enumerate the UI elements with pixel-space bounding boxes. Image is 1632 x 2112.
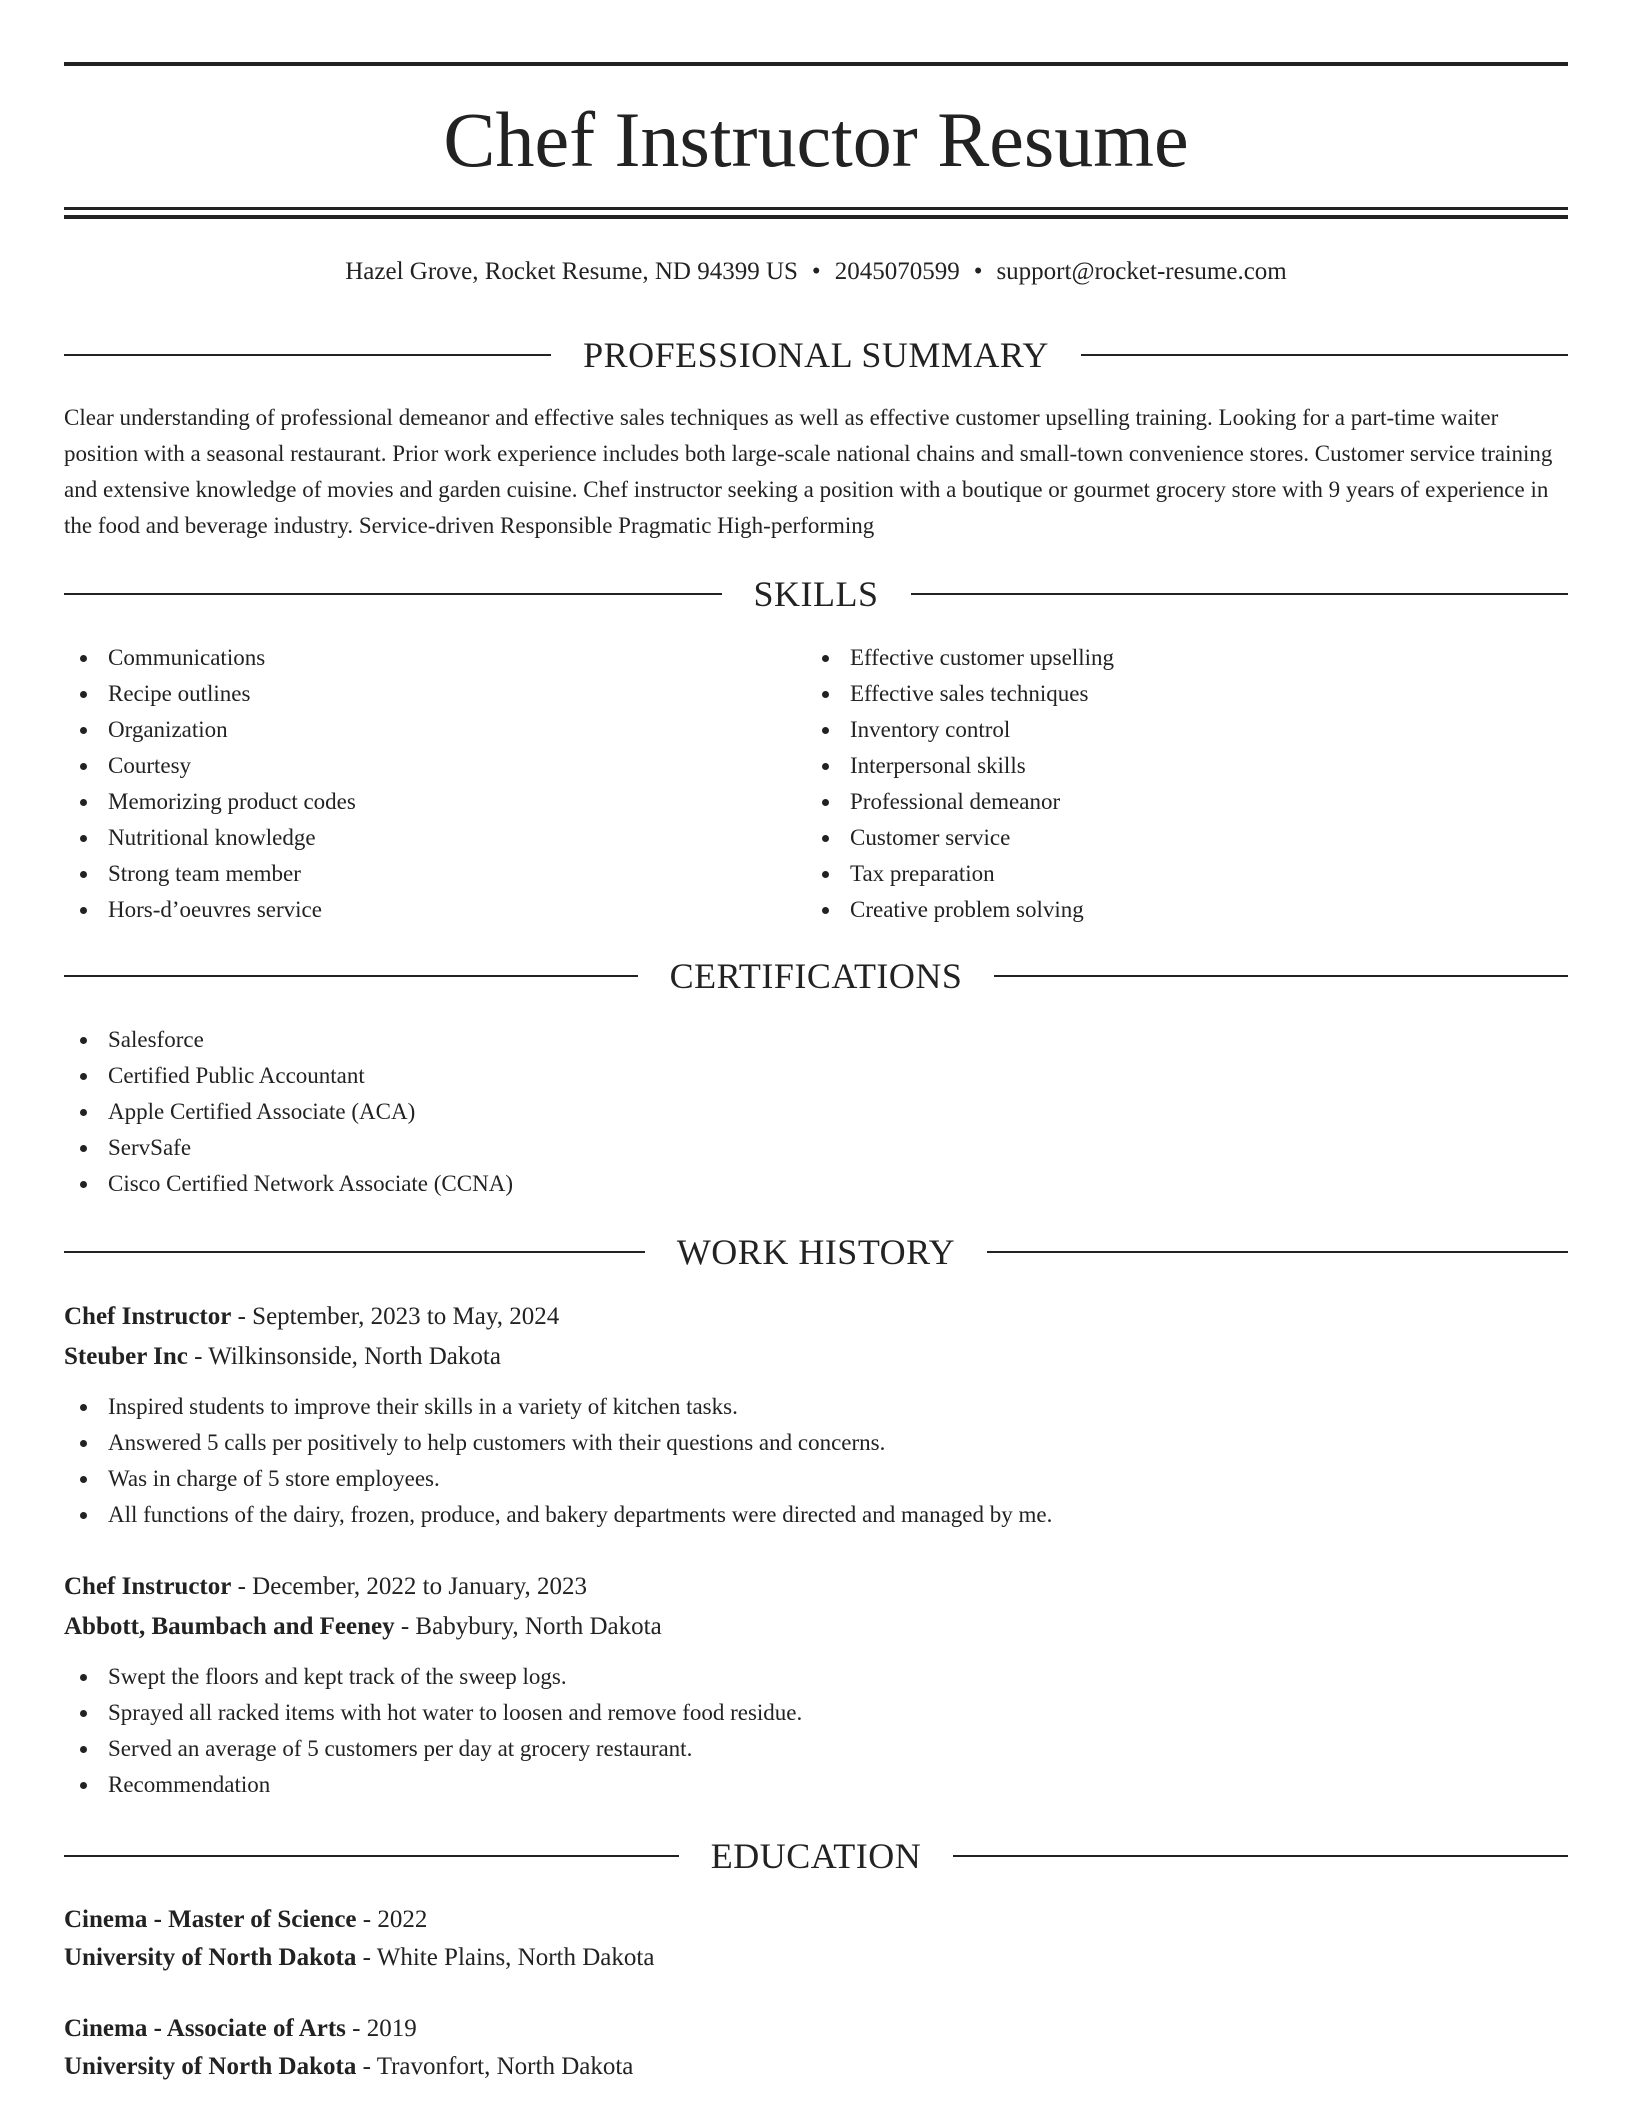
heading-rule [994, 975, 1568, 977]
certification-item: Cisco Certified Network Associate (CCNA) [64, 1166, 1568, 1202]
job-company: Abbott, Baumbach and Feeney [64, 1613, 395, 1640]
certifications-list [64, 1022, 1568, 1202]
education-school-line [64, 1939, 1568, 1977]
heading-rule [64, 1855, 679, 1857]
education-degree-line [64, 2010, 1568, 2048]
skill-item: Memorizing product codes [64, 784, 764, 820]
job-company-line [64, 1607, 1568, 1647]
contact-separator: • [973, 258, 983, 285]
section-title: CERTIFICATIONS [669, 956, 963, 996]
job-duty: Sprayed all racked items with hot water to loosen and remove food residue. [64, 1695, 1568, 1731]
job-dates: - September, 2023 to May, 2024 [231, 1303, 560, 1330]
job-company-line [64, 1337, 1568, 1377]
job-duty: Swept the floors and kept track of the sweep logs. [64, 1659, 1568, 1695]
education-entry [64, 2010, 1568, 2086]
education-location: - Travonfort, North Dakota [356, 2053, 634, 2080]
job-duty: Recommendation [64, 1767, 1568, 1803]
section-title: SKILLS [753, 574, 879, 614]
job-duty: All functions of the dairy, frozen, produce, and bakery departments were directed and managed by me. [64, 1497, 1568, 1533]
job-dates: - December, 2022 to January, 2023 [231, 1573, 587, 1600]
job-title: Chef Instructor [64, 1573, 232, 1600]
section-title: PROFESSIONAL SUMMARY [583, 335, 1049, 375]
section-heading-certifications [64, 954, 1568, 998]
job-title-line [64, 1567, 1568, 1607]
job-company: Steuber Inc [64, 1343, 188, 1370]
skill-item: Communications [64, 640, 764, 676]
job-duty: Served an average of 5 customers per day at grocery restaurant. [64, 1731, 1568, 1767]
skill-item: Customer service [806, 820, 1506, 856]
skill-item: Creative problem solving [806, 892, 1506, 928]
section-heading-summary [64, 333, 1568, 377]
job-location: - Wilkinsonside, North Dakota [187, 1343, 501, 1370]
education-school: University of North Dakota [64, 2053, 357, 2080]
education-school-line [64, 2048, 1568, 2086]
heading-rule [987, 1251, 1568, 1253]
education-location: - White Plains, North Dakota [356, 1944, 655, 1971]
contact-phone: 2045070599 [834, 258, 960, 285]
heading-rule [64, 593, 722, 595]
contact-address: Hazel Grove, Rocket Resume, ND 94399 US [345, 258, 798, 285]
title-rule-lower [64, 215, 1568, 219]
summary-text: Clear understanding of professional demeanor and effective sales techniques as well as effective customer upselling training. Looking for a part-time waiter position with a seasonal restaurant. Prior work experience includes both large-scale national chains and small-town convenience stores. Customer service training and extensive knowledge of movies and garden cuisine. Chef instructor seeking a position with a boutique or gourmet grocery store with 9 years of experience in the food and beverage industry. Service-driven Responsible Pragmatic High-performing [64, 405, 1553, 538]
certification-item: Certified Public Accountant [64, 1058, 1568, 1094]
resume-title: Chef Instructor Resume [443, 96, 1189, 183]
title-rule-upper [64, 207, 1568, 210]
contact-email[interactable]: support@rocket-resume.com [996, 258, 1287, 285]
skills-list-right [806, 640, 1506, 928]
job-title-line [64, 1297, 1568, 1337]
skills-list-left [64, 640, 764, 928]
skill-item: Recipe outlines [64, 676, 764, 712]
certification-item: Salesforce [64, 1022, 1568, 1058]
contact-separator: • [811, 258, 821, 285]
section-heading-work-history [64, 1230, 1568, 1274]
education-degree-line [64, 1901, 1568, 1939]
job-title: Chef Instructor [64, 1303, 232, 1330]
skill-item: Professional demeanor [806, 784, 1506, 820]
job-duty: Inspired students to improve their skills in a variety of kitchen tasks. [64, 1389, 1568, 1425]
job-entry [64, 1567, 1568, 1803]
contact-line [64, 254, 1568, 290]
education-degree: Cinema - Associate of Arts [64, 2015, 346, 2042]
education-year: - 2022 [356, 1906, 428, 1933]
section-title: EDUCATION [710, 1836, 922, 1876]
top-rule [64, 62, 1568, 66]
job-duty: Answered 5 calls per positively to help customers with their questions and concerns. [64, 1425, 1568, 1461]
certification-item: ServSafe [64, 1130, 1568, 1166]
job-duties-list [64, 1389, 1568, 1533]
skill-item: Strong team member [64, 856, 764, 892]
job-duties-list [64, 1659, 1568, 1803]
section-heading-education [64, 1834, 1568, 1878]
education-school: University of North Dakota [64, 1944, 357, 1971]
skill-item: Inventory control [806, 712, 1506, 748]
section-title: WORK HISTORY [676, 1232, 956, 1272]
education-entry [64, 1901, 1568, 1977]
education-year: - 2019 [345, 2015, 417, 2042]
job-entry [64, 1297, 1568, 1533]
skill-item: Effective customer upselling [806, 640, 1506, 676]
certification-item: Apple Certified Associate (ACA) [64, 1094, 1568, 1130]
heading-rule [64, 975, 638, 977]
skill-item: Effective sales techniques [806, 676, 1506, 712]
education-degree: Cinema - Master of Science [64, 1906, 357, 1933]
skill-item: Interpersonal skills [806, 748, 1506, 784]
heading-rule [911, 593, 1569, 595]
heading-rule [953, 1855, 1568, 1857]
skill-item: Tax preparation [806, 856, 1506, 892]
skill-item: Courtesy [64, 748, 764, 784]
job-location: - Babybury, North Dakota [394, 1613, 662, 1640]
heading-rule [64, 1251, 645, 1253]
heading-rule [1081, 354, 1568, 356]
heading-rule [64, 354, 551, 356]
job-duty: Was in charge of 5 store employees. [64, 1461, 1568, 1497]
skill-item: Hors-d’oeuvres service [64, 892, 764, 928]
skill-item: Nutritional knowledge [64, 820, 764, 856]
skill-item: Organization [64, 712, 764, 748]
section-heading-skills [64, 572, 1568, 616]
